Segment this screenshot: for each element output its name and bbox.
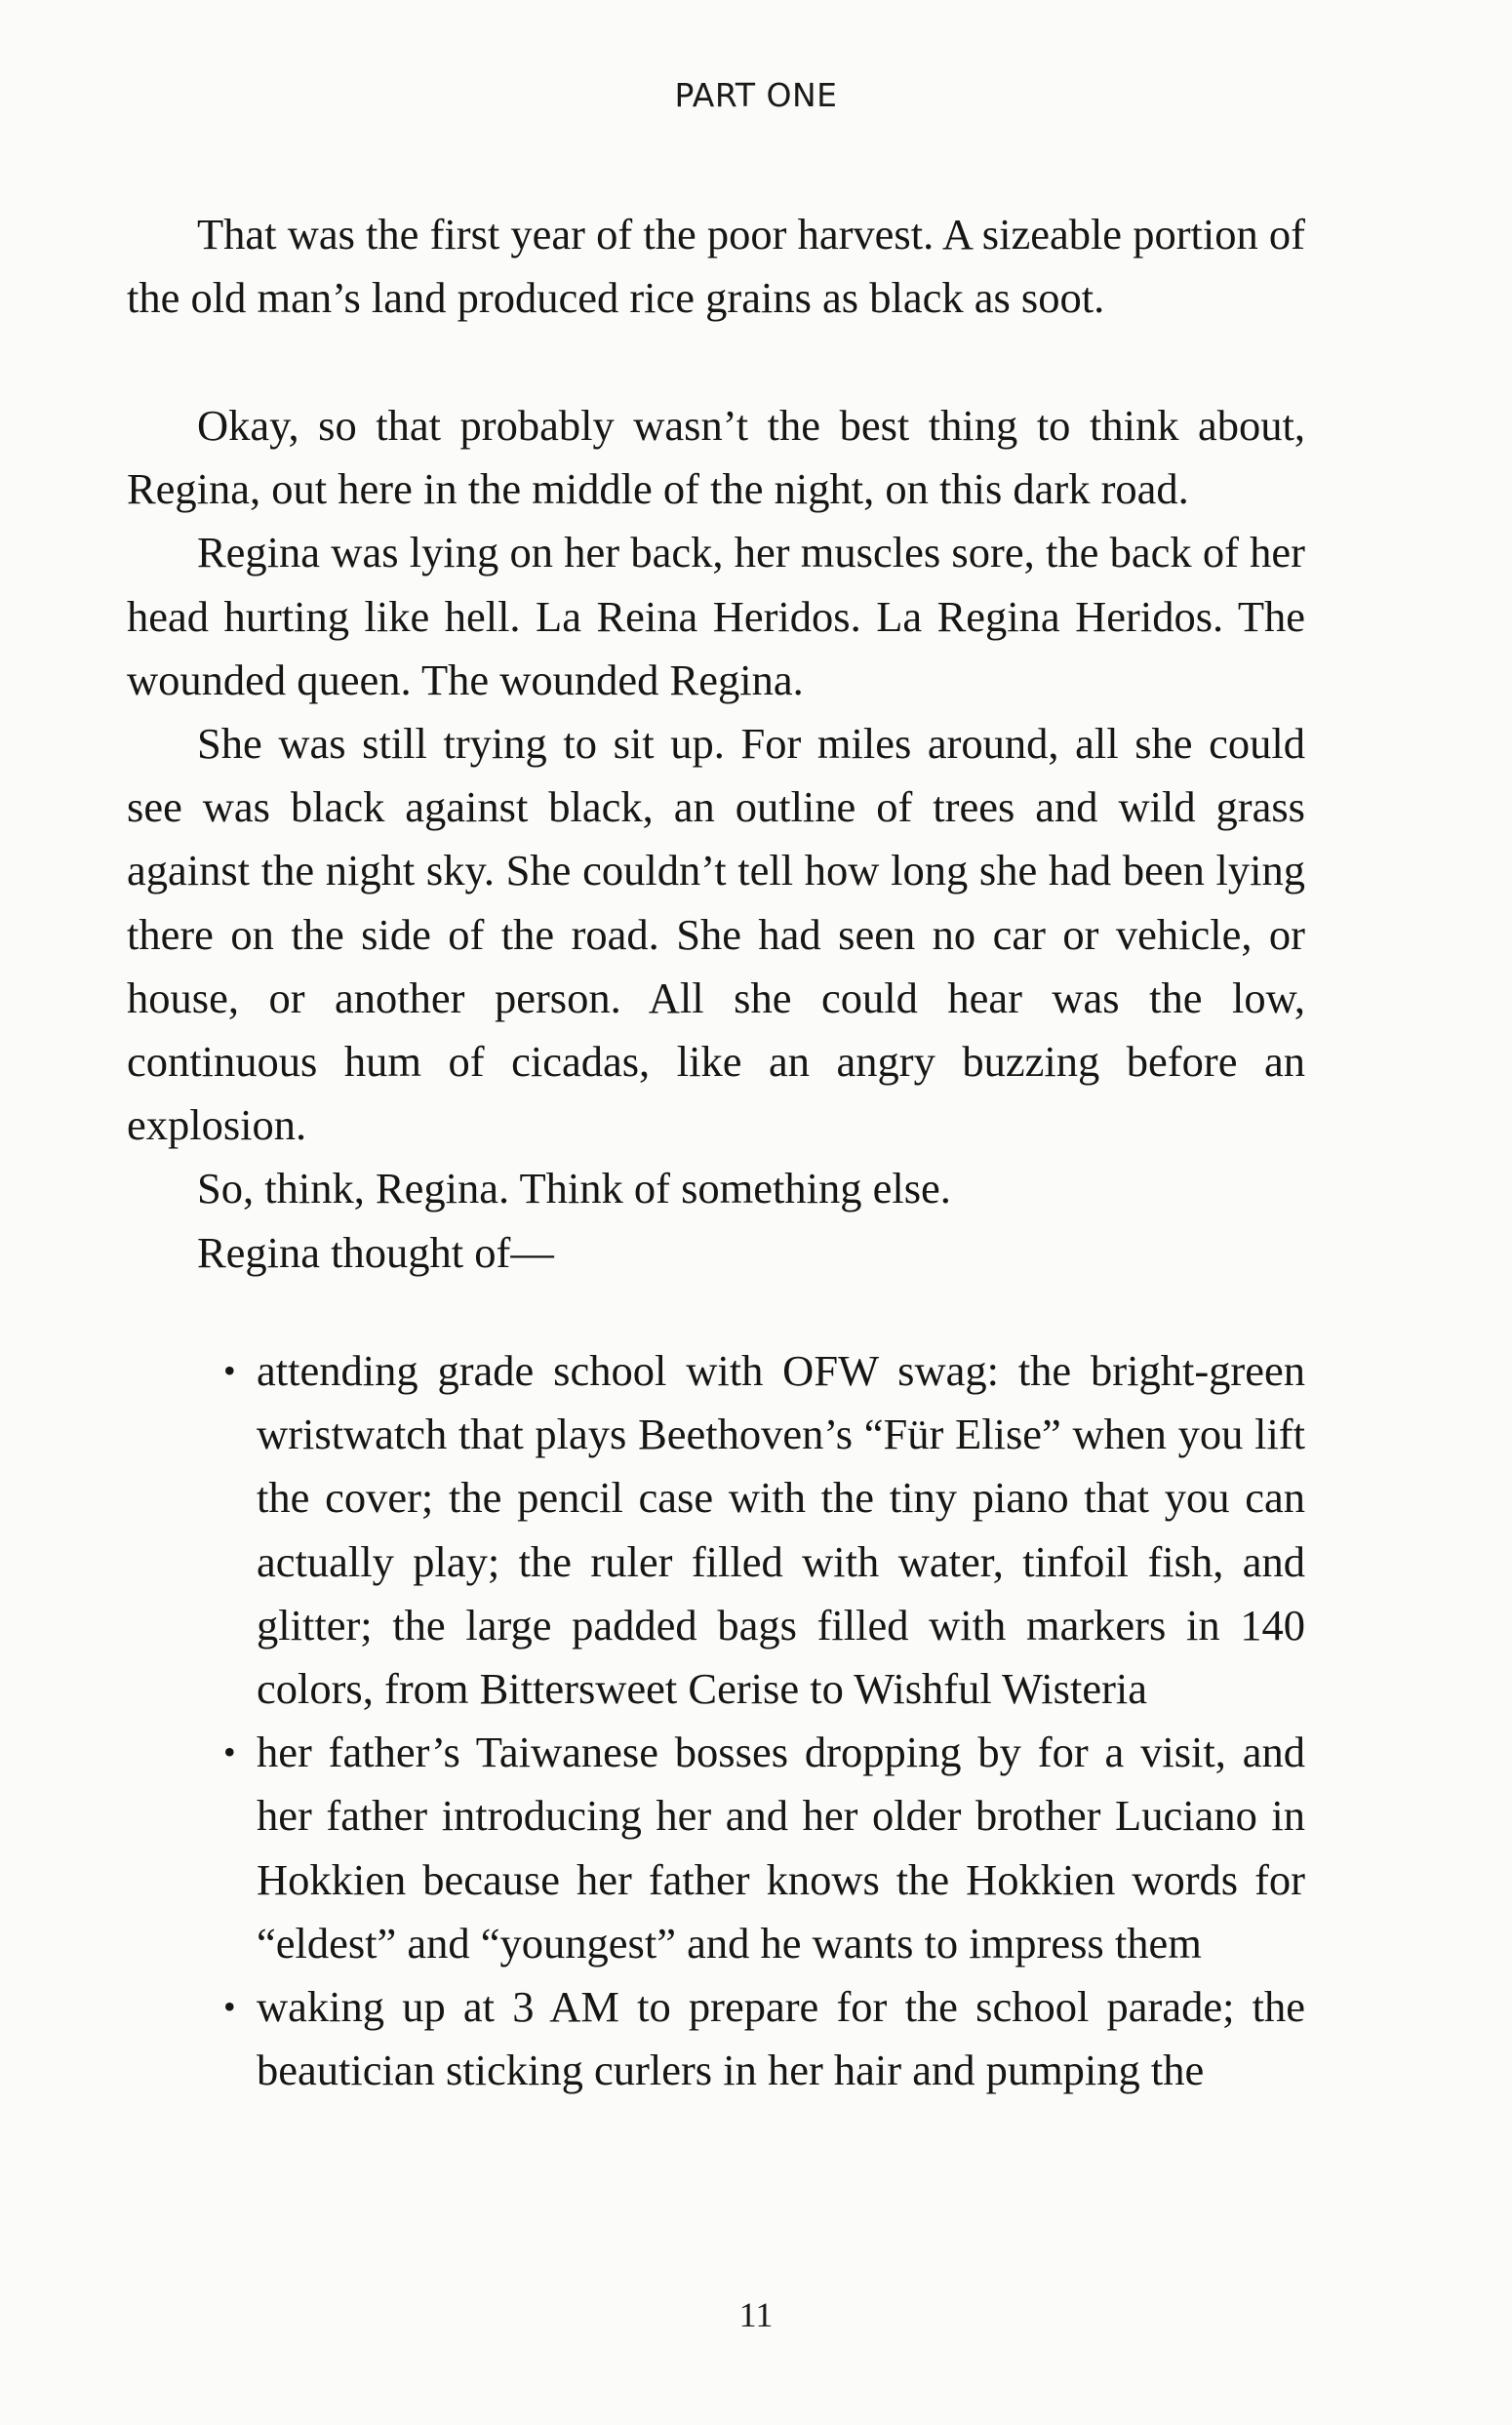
paragraph: Okay, so that probably wasn’t the best thing to think about, Regina, out here in the middle of the night, on this dark road. [127, 401, 1305, 514]
running-head: PART ONE [674, 76, 838, 114]
list-item [223, 1721, 1305, 1975]
text-block-opening [127, 203, 1305, 330]
bullet-icon: • [223, 1351, 236, 1390]
list-item-text: attending grade school with OFW swag: the bright-green wristwatch that plays Beethoven’s “Für Elise” when you lift the cover; the pencil case with the tiny piano that you can actually play; the ruler filled with water, tinfoil fish, and glitter; the large padded bags filled with markers in 140 colors, from Bittersweet Cerise to Wishful Wisteria [257, 1346, 1305, 1714]
paragraph: So, think, Regina. Think of something else. [197, 1164, 951, 1213]
page-number: 11 [738, 2295, 774, 2334]
list-item [223, 1339, 1305, 1721]
bullet-icon: • [223, 1732, 236, 1772]
text-block-main [127, 394, 1305, 1285]
paragraph: Regina thought of— [197, 1227, 554, 1277]
paragraph: Regina was lying on her back, her muscles sore, the back of her head hurting like hell. La Reina Heridos. La Regina Heridos. The wounded queen. The wounded Regina. [127, 528, 1305, 704]
list-item-text: waking up at 3 AM to prepare for the school parade; the beautician sticking curlers in her hair and pumping the [257, 1982, 1305, 2095]
paragraph: She was still trying to sit up. For miles around, all she could see was black against black, an outline of trees and wild grass against the night sky. She couldn’t tell how long she had been lying there on the side of the road. She had seen no car or vehicle, or house, or another person. All she could hear was the low, continuous hum of cicadas, like an angry buzzing before an explosion. [127, 719, 1305, 1150]
paragraph: That was the first year of the poor harvest. A sizeable portion of the old man’s land produced rice grains as black as soot. [127, 210, 1305, 323]
list-item [223, 1975, 1305, 2102]
bullet-list [223, 1339, 1305, 2102]
list-item-text: her father’s Taiwanese bosses dropping by for a visit, and her father introducing her and her older brother Luciano in Hokkien because her father knows the Hokkien words for “eldest” and “youngest” and he wants to impress them [257, 1728, 1305, 1968]
bullet-icon: • [223, 1987, 236, 2027]
